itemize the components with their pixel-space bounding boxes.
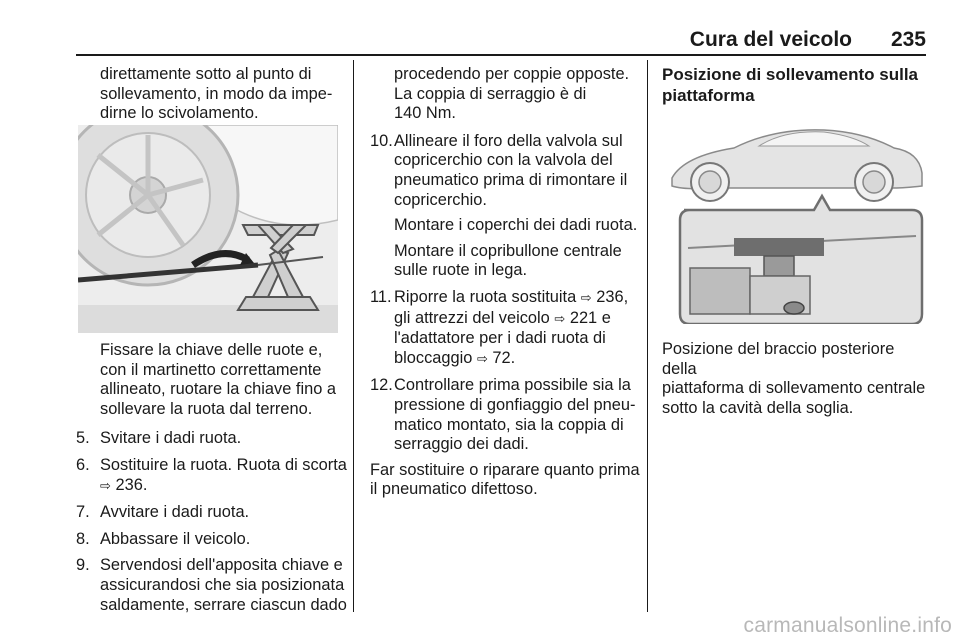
item-subtext	[370, 242, 640, 281]
text-line: Far sostituire o riparare quanto prima	[370, 460, 640, 479]
list-item	[76, 556, 348, 615]
column-divider	[353, 60, 354, 612]
item-text: 72.	[492, 348, 516, 367]
item-text: Svitare i dadi ruota.	[100, 429, 242, 448]
item-text: bloccaggio	[394, 348, 473, 367]
item-text: assicurandosi che sia posizionata	[100, 575, 345, 594]
item-text: Controllare prima possibile sia la	[394, 376, 631, 395]
item-text: saldamente, serrare ciascun dado	[100, 595, 347, 614]
lift-drawing	[664, 118, 926, 324]
text-line: Montare il copribullone centrale	[394, 241, 622, 260]
text-line: Posizione del braccio posteriore della	[662, 340, 895, 378]
item-text: matico montato, sia la coppia di	[394, 415, 624, 434]
item-text: serraggio dei dadi.	[394, 435, 529, 454]
watermark: carmanualsonline.info	[743, 614, 952, 637]
item-text: Sostituire la ruota. Ruota di scorta	[100, 455, 347, 474]
list-item	[370, 376, 640, 454]
list-item	[76, 429, 348, 449]
cross-reference-icon[interactable]: ⇨	[580, 290, 592, 306]
item-text: 221 e	[569, 308, 611, 327]
item-text: copricerchio.	[394, 190, 487, 209]
item-text: Allineare il foro della valvola sul	[394, 131, 623, 150]
item-number: 12.	[370, 376, 393, 395]
text-line: Fissare la chiave delle ruote e,	[100, 341, 323, 359]
item-number: 6.	[76, 455, 90, 474]
text-line: La coppia di serraggio è di	[394, 84, 587, 103]
item-text: 236.	[115, 475, 148, 494]
text-line: sollevamento, in modo da impe-	[100, 84, 333, 103]
page-header	[76, 28, 926, 51]
text-line: piattaforma di sollevamento centrale	[662, 379, 926, 398]
figure-caption	[76, 341, 348, 419]
item-number: 9.	[76, 556, 90, 575]
list-item	[370, 132, 640, 210]
list-item	[76, 530, 348, 550]
text-line: con il martinetto correttamente	[100, 360, 322, 379]
column-left-lower	[76, 341, 348, 615]
item-text: l'adattatore per i dadi ruota di	[394, 329, 606, 348]
cross-reference-icon[interactable]: ⇨	[100, 478, 111, 494]
text-line: dirne lo scivolamento.	[100, 104, 259, 123]
item-subtext: Montare i coperchi dei dadi ruota.	[394, 216, 638, 235]
text-line: Posizione di sollevamento sulla	[662, 65, 919, 84]
column-left	[76, 65, 348, 124]
text-line: piattaforma	[662, 85, 755, 105]
item-number: 5.	[76, 429, 90, 448]
header-rule	[76, 54, 926, 56]
item-text: Avvitare i dadi ruota.	[100, 503, 250, 522]
column-divider	[647, 60, 648, 612]
section-title: Cura del veicolo	[689, 28, 852, 51]
item-number: 7.	[76, 503, 90, 522]
item-text: Abbassare il veicolo.	[100, 529, 251, 548]
item-number: 8.	[76, 529, 90, 548]
jack-drawing	[78, 125, 338, 333]
list-item	[76, 456, 348, 496]
text-line: direttamente sotto al punto di	[100, 65, 312, 83]
item-number: 11.	[370, 287, 392, 306]
continued-text	[370, 65, 640, 124]
column-middle	[370, 65, 640, 500]
jack-illustration	[78, 125, 338, 333]
note-text	[370, 461, 640, 500]
text-line: sollevare la ruota dal terreno.	[100, 399, 313, 418]
cross-reference-icon[interactable]: ⇨	[476, 351, 488, 367]
item-text: pressione di gonfiaggio del pneu-	[394, 395, 636, 414]
item-text: Servendosi dell'apposita chiave e	[100, 556, 343, 575]
lift-point-illustration	[664, 118, 926, 324]
list-item	[370, 288, 640, 369]
intro-text	[76, 65, 348, 124]
item-text: gli attrezzi del veicolo	[394, 308, 550, 327]
item-text: copricerchio con la valvola del	[394, 151, 613, 170]
item-text: pneumatico prima di rimontare il	[394, 170, 628, 189]
text-line: sulle ruote in lega.	[394, 261, 528, 280]
column-right-lower	[662, 340, 932, 418]
list-item	[76, 503, 348, 523]
text-line: allineato, ruotare la chiave fino a	[100, 380, 336, 399]
figure-caption	[662, 340, 932, 418]
page-number: 235	[890, 28, 926, 51]
text-line: il pneumatico difettoso.	[370, 480, 538, 499]
item-text: Riporre la ruota sostituita	[394, 287, 577, 306]
item-number: 10.	[370, 131, 393, 150]
section-heading	[662, 65, 928, 106]
item-text: 236,	[596, 287, 629, 306]
text-line: 140 Nm.	[394, 104, 456, 123]
text-line: procedendo per coppie opposte.	[394, 65, 630, 83]
text-line: sotto la cavità della soglia.	[662, 398, 854, 417]
cross-reference-icon[interactable]: ⇨	[554, 311, 566, 327]
column-right	[662, 65, 928, 106]
